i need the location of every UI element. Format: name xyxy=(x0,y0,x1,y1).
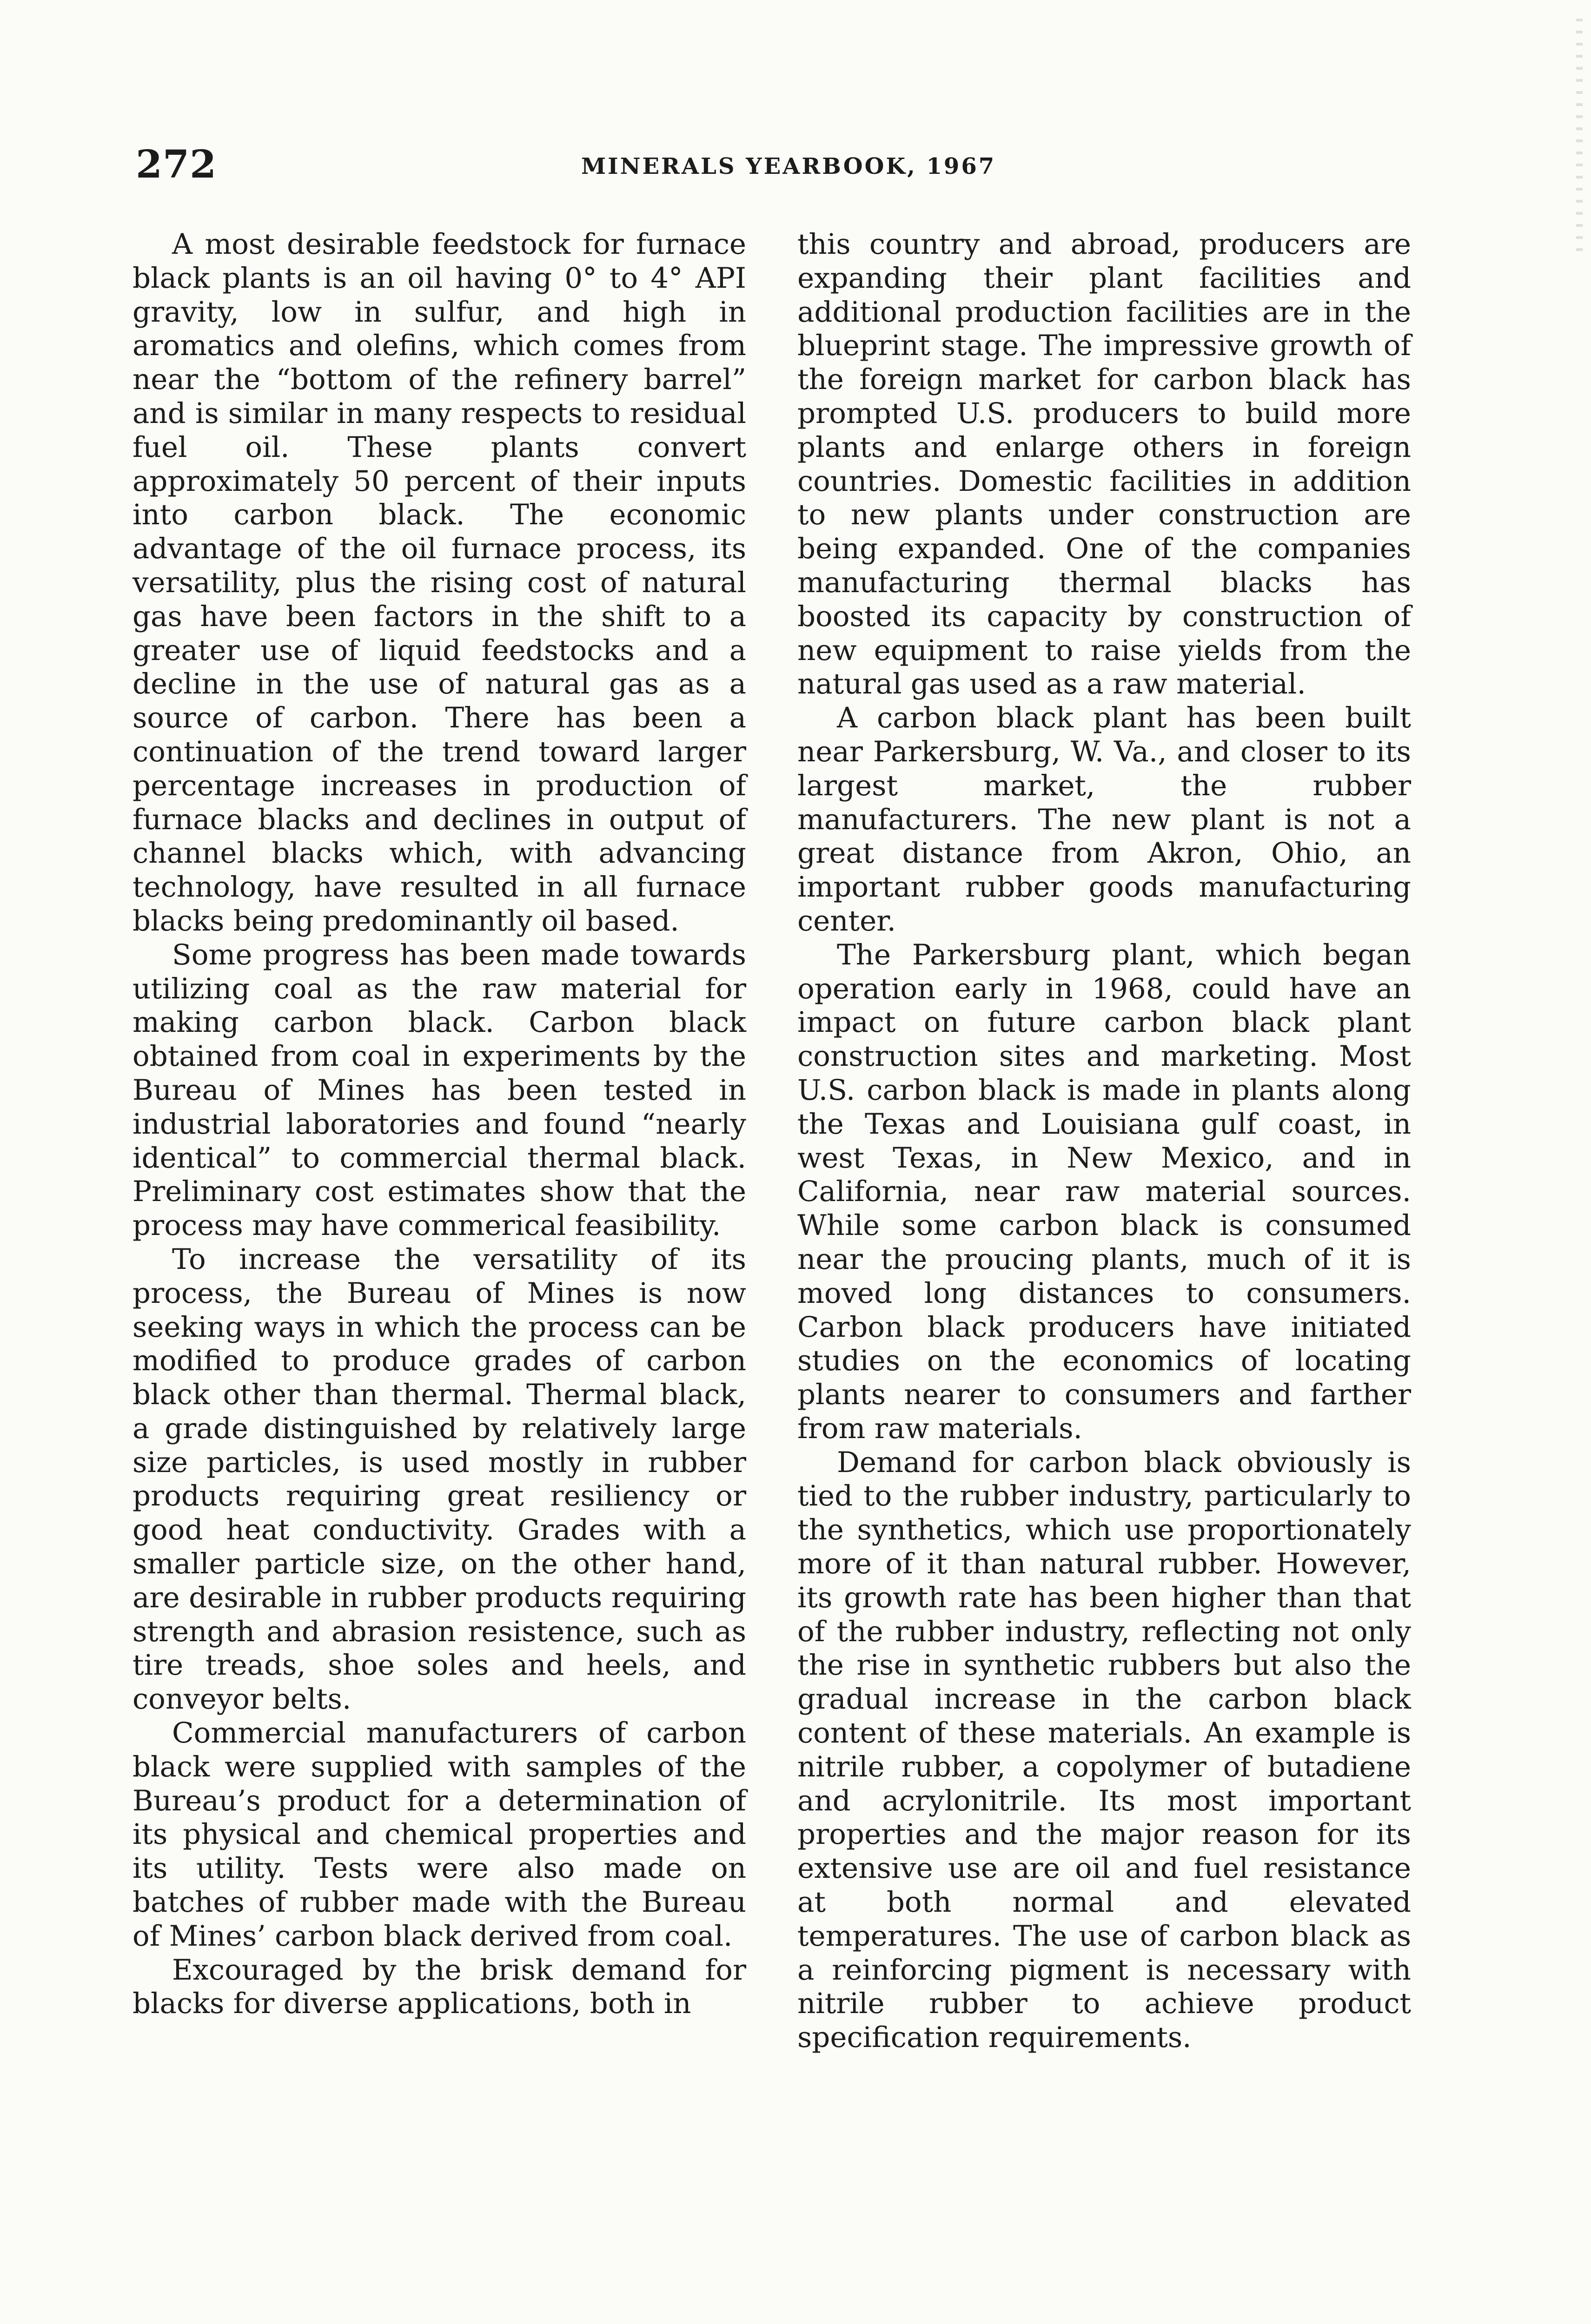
paragraph-coal-progress: Some progress has been made towards utilizing coal as the raw material for making carbon black. Carbon black obtained from coal in experiments by the Bureau of Mines has been tested in industrial laboratories and found “nearly identical” to commercial thermal black. Preliminary cost estimates show that the process may have commerical feasibility. xyxy=(133,938,746,1242)
paragraph-feedstock: A most desirable feedstock for furnace black plants is an oil having 0° to 4° API gravity, low in sulfur, and high in aromatics and olefins, which comes from near the “bottom of the refinery barrel” and is similar in many respects to residual fuel oil. These plants convert approximately 50 percent of their inputs into carbon black. The economic advantage of the oil furnace process, its versatility, plus the rising cost of natural gas have been factors in the shift to a greater use of liquid feedstocks and a decline in the use of natural gas as a source of carbon. There has been a continuation of the trend toward larger percentage increases in production of furnace blacks and declines in output of channel blacks which, with advancing technology, have resulted in all furnace blacks being predominantly oil based. xyxy=(133,228,746,938)
paragraph-parkersburg-operation: The Parkersburg plant, which began operation early in 1968, could have an impact on future carbon black plant construction sites and marketing. Most U.S. carbon black is made in plants along the Texas and Louisiana gulf coast, in west Texas, in New Mexico, and in California, near raw material sources. While some carbon black is consumed near the proucing plants, much of it is moved long distances to consumers. Carbon black producers have initiated studies on the economics of locating plants nearer to consumers and farther from raw materials. xyxy=(797,938,1411,1445)
page-number: 272 xyxy=(136,142,217,187)
paragraph-expansion-continued: this country and abroad, producers are expanding their plant facilities and additional production facilities are in the blueprint stage. The impressive growth of the foreign market for carbon black has prompted U.S. producers to build more plants and enlarge others in foreign countries. Domestic facilities in addition to new plants under construction are being expanded. One of the companies manufacturing thermal blacks has boosted its capacity by construction of new equipment to raise yields from the natural gas used as a raw material. xyxy=(797,228,1411,701)
paragraph-commercial-tests: Commercial manufacturers of carbon black were supplied with samples of the Bureau’s product for a determination of its physical and chemical properties and its utility. Tests were also made on batches of rubber made with the Bureau of Mines’ carbon black derived from coal. xyxy=(133,1717,746,1953)
paragraph-rubber-demand: Demand for carbon black obviously is tied to the rubber industry, particularly to the synthetics, which use proportionately more of it than natural rubber. However, its growth rate has been higher than that of the rubber industry, reflecting not only the rise in synthetic rubbers but also the gradual increase in the carbon black content of these materials. An example is nitrile rubber, a copolymer of butadiene and acrylonitrile. Its most important properties and the major reason for its extensive use are oil and fuel resistance at both normal and elevated temperatures. The use of carbon black as a reinforcing pigment is necessary with nitrile rubber to achieve product specification requirements. xyxy=(797,1446,1411,2054)
paragraph-parkersburg-plant: A carbon black plant has been built near Parkersburg, W. Va., and closer to its largest market, the rubber manufacturers. The new plant is not a great distance from Akron, Ohio, an important rubber goods manufacturing center. xyxy=(797,701,1411,938)
scan-edge-mark xyxy=(1576,19,1583,260)
left-column xyxy=(133,228,746,2021)
paragraph-brisk-demand: Excouraged by the brisk demand for blacks for diverse applications, both in xyxy=(133,1953,746,2020)
paragraph-versatility: To increase the versatility of its process, the Bureau of Mines is now seeking ways in which the process can be modified to produce grades of carbon black other than thermal. Thermal black, a grade distinguished by relatively large size particles, is used mostly in rubber products requiring great resiliency or good heat conductivity. Grades with a smaller particle size, on the other hand, are desirable in rubber products requiring strength and abrasion resistence, such as tire treads, shoe soles and heels, and conveyor belts. xyxy=(133,1242,746,1716)
right-column xyxy=(797,228,1411,2055)
running-title: MINERALS YEARBOOK, 1967 xyxy=(581,153,996,179)
